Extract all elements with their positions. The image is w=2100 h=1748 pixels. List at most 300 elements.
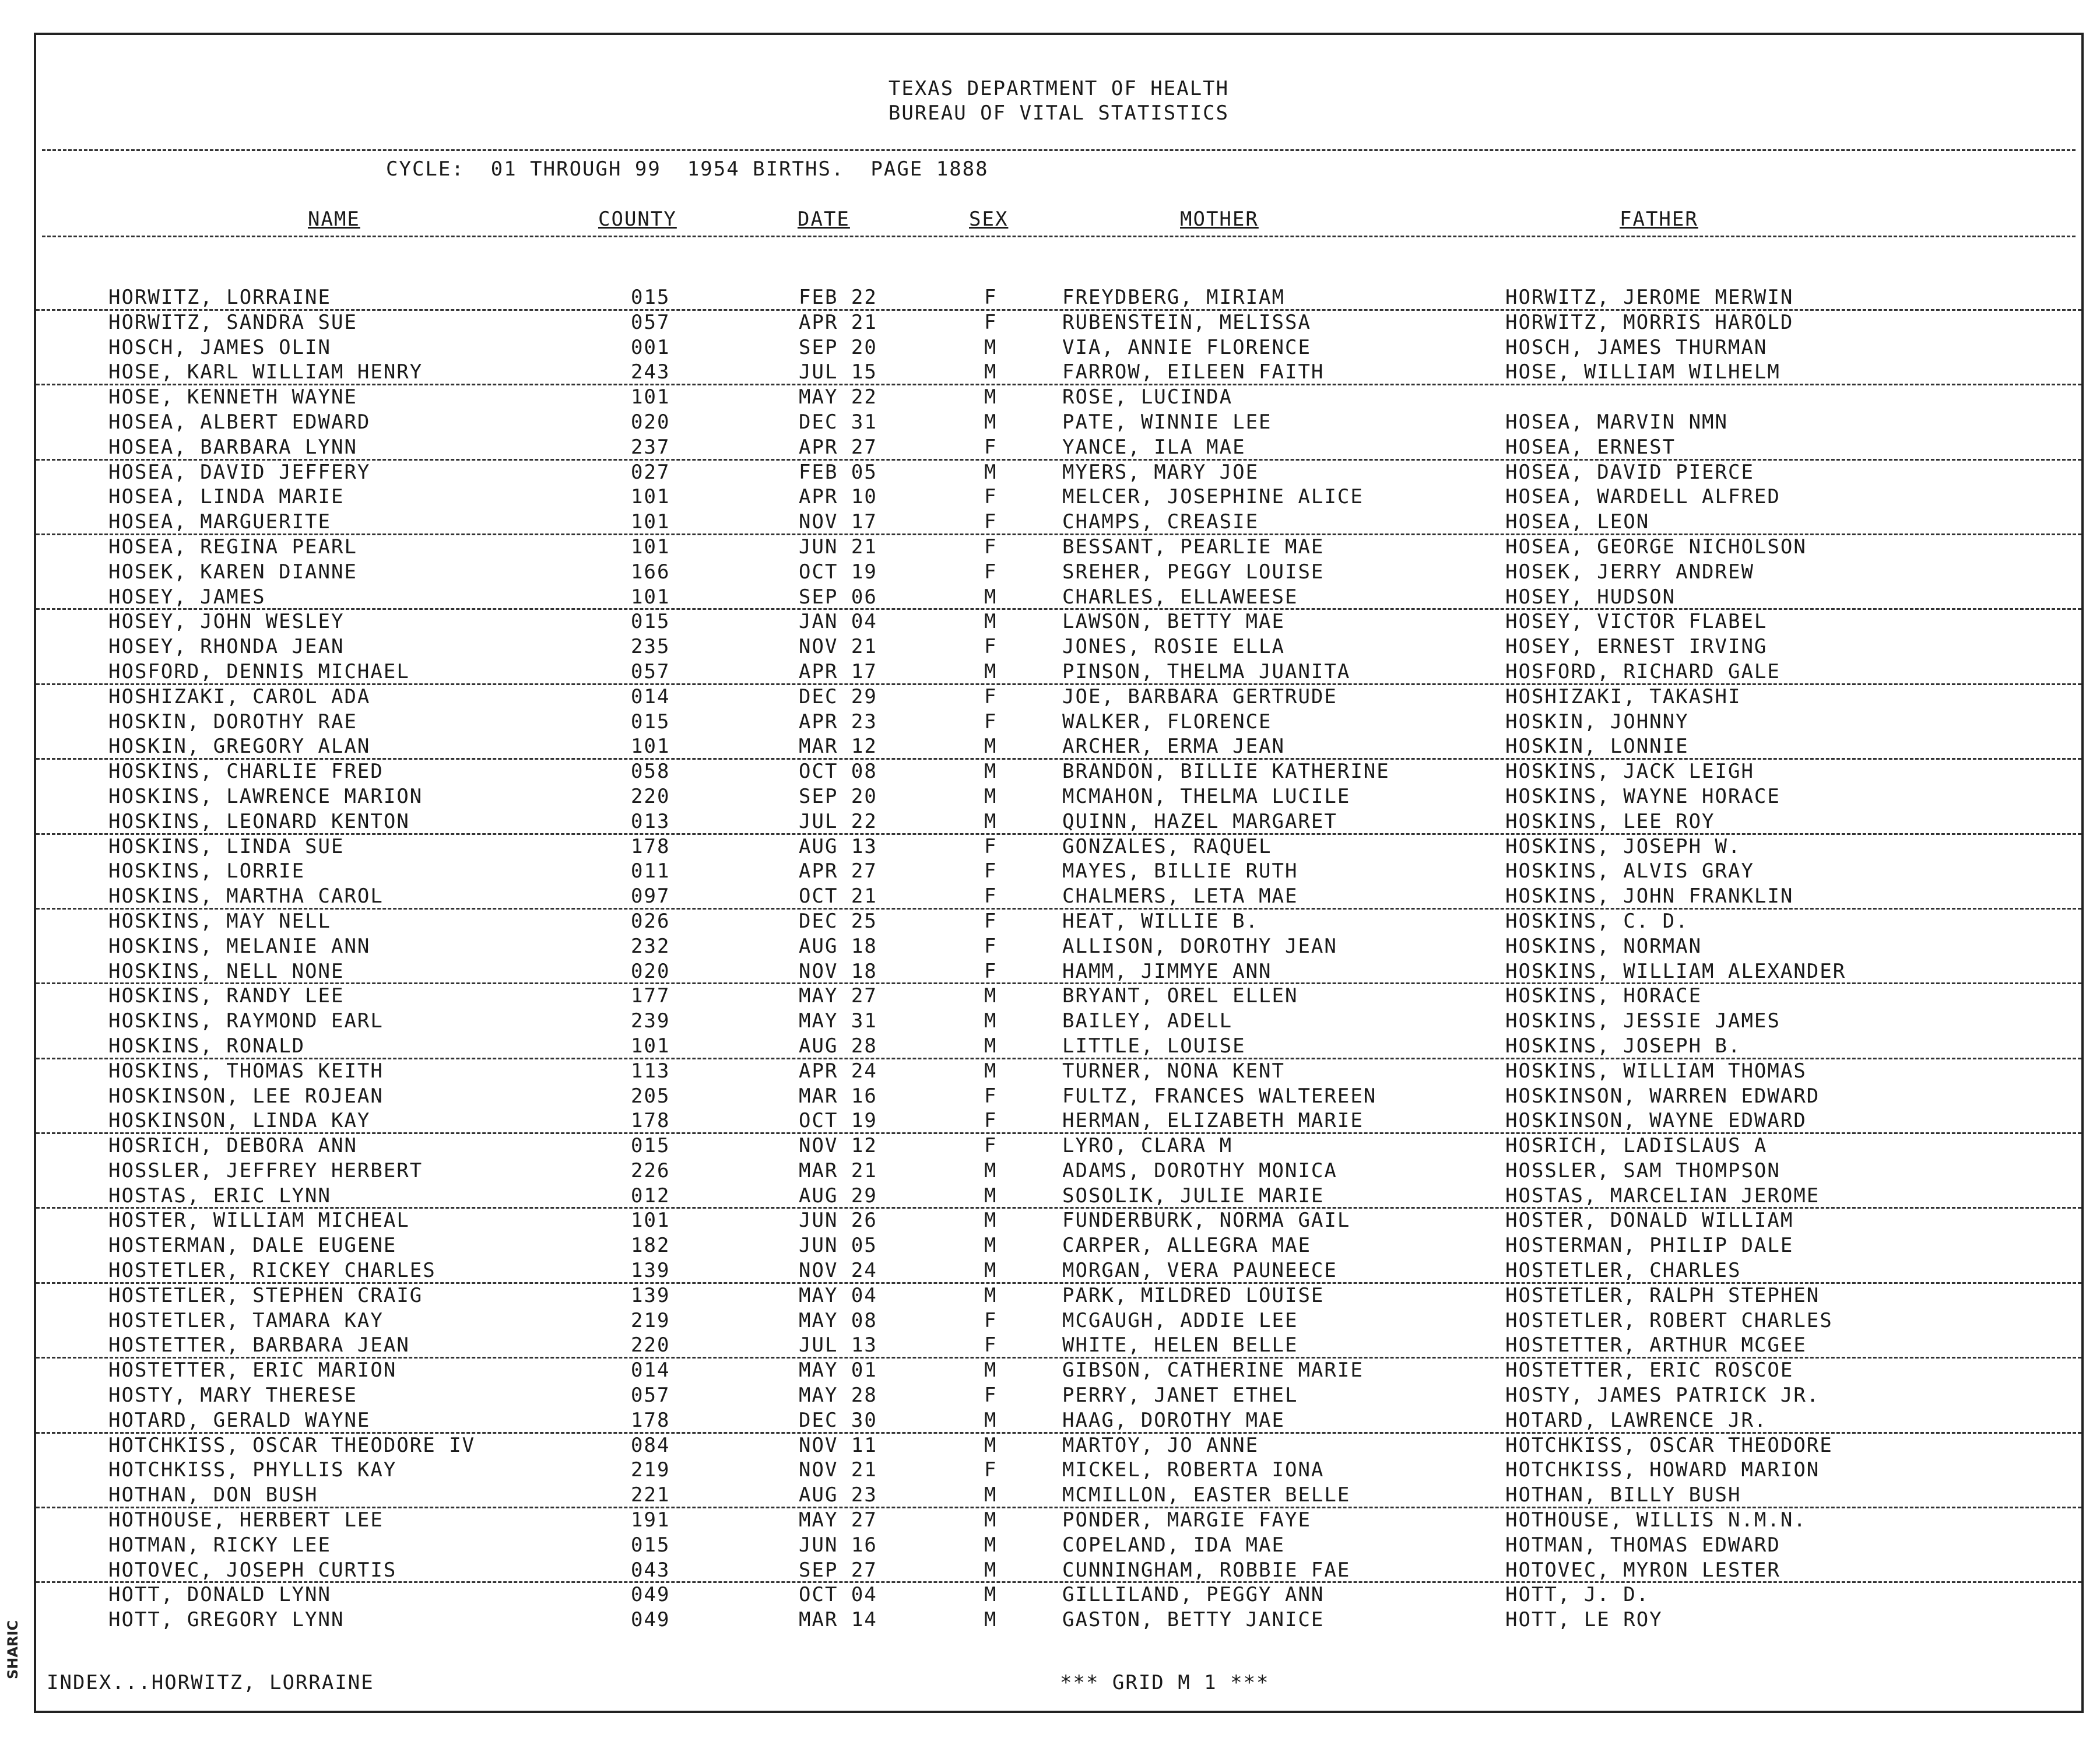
column-header-father: FATHER	[1620, 208, 1698, 231]
cell-date: APR 17	[799, 659, 877, 683]
cell-name: HOSE, KENNETH WAYNE	[108, 385, 357, 409]
cell-county: 101	[631, 735, 670, 759]
cell-county: 177	[631, 984, 670, 1008]
column-header-name: NAME	[308, 208, 360, 231]
table-row	[36, 1159, 2081, 1184]
cell-name: HOSKINS, LORRIE	[108, 859, 305, 883]
cell-name: HOSTERMAN, DALE EUGENE	[108, 1234, 397, 1258]
cell-date: MAY 04	[799, 1283, 877, 1307]
cell-mother: PERRY, JANET ETHEL	[1062, 1384, 1298, 1407]
cell-county: 232	[631, 934, 670, 958]
cell-sex: F	[984, 959, 998, 983]
cell-sex: M	[984, 760, 998, 784]
cell-county: 058	[631, 760, 670, 784]
cell-sex: F	[984, 560, 998, 584]
cell-name: HOSTETLER, STEPHEN CRAIG	[108, 1283, 423, 1307]
cell-father: HOSKINS, JOHN FRANKLIN	[1505, 884, 1794, 908]
cell-date: OCT 21	[799, 884, 877, 908]
cell-date: AUG 13	[799, 834, 877, 858]
cell-father: HORWITZ, MORRIS HAROLD	[1505, 310, 1794, 334]
table-row	[36, 1359, 2081, 1384]
cell-name: HOTCHKISS, PHYLLIS KAY	[108, 1458, 397, 1482]
cell-mother: FARROW, EILEEN FAITH	[1062, 360, 1325, 384]
cell-sex: M	[984, 1558, 998, 1582]
cell-father: HOSKINS, JOSEPH B.	[1505, 1034, 1741, 1058]
cell-sex: F	[984, 1084, 998, 1108]
document-frame	[34, 33, 2084, 1713]
cell-name: HOSEY, RHONDA JEAN	[108, 635, 345, 659]
cell-name: HOSKINS, NELL NONE	[108, 959, 345, 983]
cell-father: HOTCHKISS, OSCAR THEODORE	[1505, 1433, 1833, 1457]
cell-county: 139	[631, 1259, 670, 1283]
cell-date: FEB 22	[799, 286, 877, 309]
cell-date: JUN 21	[799, 535, 877, 559]
table-row	[36, 660, 2081, 685]
cell-date: MAY 08	[799, 1308, 877, 1332]
cell-sex: F	[984, 1333, 998, 1357]
cell-name: HOSEY, JOHN WESLEY	[108, 610, 345, 634]
cell-name: HOSEA, BARBARA LYNN	[108, 435, 357, 459]
cell-name: HOSKINSON, LEE ROJEAN	[108, 1084, 384, 1108]
cell-sex: M	[984, 335, 998, 359]
cell-county: 243	[631, 360, 670, 384]
cell-name: HOSKINS, LINDA SUE	[108, 834, 345, 858]
cell-county: 049	[631, 1583, 670, 1607]
cell-county: 057	[631, 310, 670, 334]
cell-date: JUL 22	[799, 809, 877, 833]
cell-father: HOSEK, JERRY ANDREW	[1505, 560, 1754, 584]
cell-date: JAN 04	[799, 610, 877, 634]
cell-name: HOTT, GREGORY LYNN	[108, 1608, 345, 1632]
table-row	[36, 336, 2081, 361]
cell-mother: MCGAUGH, ADDIE LEE	[1062, 1308, 1298, 1332]
cell-county: 226	[631, 1159, 670, 1182]
cell-mother: CHALMERS, LETA MAE	[1062, 884, 1298, 908]
table-row	[36, 461, 2081, 486]
cell-sex: M	[984, 1009, 998, 1033]
cell-county: 101	[631, 385, 670, 409]
cell-county: 101	[631, 1209, 670, 1233]
cell-father: HOSTETLER, ROBERT CHARLES	[1505, 1308, 1833, 1332]
cell-father: HOTOVEC, MYRON LESTER	[1505, 1558, 1781, 1582]
table-row	[36, 1483, 2081, 1508]
cell-name: HOTHAN, DON BUSH	[108, 1483, 318, 1507]
cell-name: HOSEA, LINDA MARIE	[108, 485, 345, 509]
cell-county: 166	[631, 560, 670, 584]
cell-mother: JOE, BARBARA GERTRUDE	[1062, 685, 1337, 708]
cell-name: HOTOVEC, JOSEPH CURTIS	[108, 1558, 397, 1582]
cell-name: HOSHIZAKI, CAROL ADA	[108, 685, 371, 708]
cell-date: APR 27	[799, 435, 877, 459]
cell-mother: FREYDBERG, MIRIAM	[1062, 286, 1285, 309]
cell-father: HOSEA, ERNEST	[1505, 435, 1676, 459]
cell-county: 015	[631, 286, 670, 309]
table-row	[36, 1333, 2081, 1359]
cell-date: FEB 05	[799, 460, 877, 484]
table-row	[36, 1084, 2081, 1110]
cell-mother: HAMM, JIMMYE ANN	[1062, 959, 1272, 983]
table-row	[36, 984, 2081, 1009]
cell-county: 219	[631, 1308, 670, 1332]
cell-sex: M	[984, 1234, 998, 1258]
cell-county: 205	[631, 1084, 670, 1108]
cell-county: 001	[631, 335, 670, 359]
cell-name: HOSKINS, MELANIE ANN	[108, 934, 371, 958]
cell-father: HOSKIN, LONNIE	[1505, 735, 1689, 759]
cell-sex: M	[984, 610, 998, 634]
cell-date: MAY 27	[799, 984, 877, 1008]
cell-county: 015	[631, 1134, 670, 1158]
cell-date: JUL 13	[799, 1333, 877, 1357]
table-row	[36, 859, 2081, 884]
cell-date: DEC 25	[799, 909, 877, 933]
cell-sex: M	[984, 1209, 998, 1233]
cell-sex: M	[984, 809, 998, 833]
table-row	[36, 710, 2081, 735]
cell-sex: M	[984, 360, 998, 384]
cell-father: HOSEY, HUDSON	[1505, 585, 1676, 609]
cell-name: HOSKINS, LEONARD KENTON	[108, 809, 410, 833]
cell-county: 220	[631, 1333, 670, 1357]
cell-father: HOSEY, VICTOR FLABEL	[1505, 610, 1768, 634]
cell-father: HOSHIZAKI, TAKASHI	[1505, 685, 1741, 708]
cell-sex: F	[984, 485, 998, 509]
cell-county: 101	[631, 510, 670, 534]
cell-sex: M	[984, 1508, 998, 1532]
cell-mother: ROSE, LUCINDA	[1062, 385, 1233, 409]
header-bureau: BUREAU OF VITAL STATISTICS	[888, 101, 1230, 125]
cell-father: HOSKINS, JOSEPH W.	[1505, 834, 1741, 858]
cell-father: HOSTERMAN, PHILIP DALE	[1505, 1234, 1794, 1258]
cell-date: MAY 28	[799, 1384, 877, 1407]
table-row	[36, 785, 2081, 810]
cell-name: HOSTER, WILLIAM MICHEAL	[108, 1209, 410, 1233]
cell-county: 015	[631, 710, 670, 733]
cell-father: HOTMAN, THOMAS EDWARD	[1505, 1533, 1781, 1557]
cell-mother: MAYES, BILLIE RUTH	[1062, 859, 1298, 883]
cell-father: HOSTAS, MARCELIAN JEROME	[1505, 1184, 1820, 1208]
cell-county: 178	[631, 1109, 670, 1133]
table-row	[36, 935, 2081, 960]
cell-date: AUG 18	[799, 934, 877, 958]
table-row	[36, 1184, 2081, 1209]
table-row	[36, 286, 2081, 311]
cell-mother: CHAMPS, CREASIE	[1062, 510, 1259, 534]
cell-date: SEP 06	[799, 585, 877, 609]
cell-mother: FUNDERBURK, NORMA GAIL	[1062, 1209, 1351, 1233]
cell-date: NOV 17	[799, 510, 877, 534]
cell-county: 012	[631, 1184, 670, 1208]
cell-county: 101	[631, 485, 670, 509]
table-row	[36, 1234, 2081, 1259]
cell-name: HOSTETTER, ERIC MARION	[108, 1359, 397, 1382]
cell-father: HOTT, LE ROY	[1505, 1608, 1663, 1632]
cell-name: HOSEA, ALBERT EDWARD	[108, 410, 371, 434]
cell-date: JUN 05	[799, 1234, 877, 1258]
cell-father: HOSTETLER, CHARLES	[1505, 1259, 1741, 1283]
cell-father: HOSKINS, WILLIAM ALEXANDER	[1505, 959, 1846, 983]
cell-name: HOSTETLER, TAMARA KAY	[108, 1308, 384, 1332]
cell-name: HOSEA, MARGUERITE	[108, 510, 331, 534]
cell-sex: F	[984, 1134, 998, 1158]
cell-sex: F	[984, 1308, 998, 1332]
side-label: SHARIC	[5, 1620, 21, 1679]
cell-father: HOSTETTER, ARTHUR MCGEE	[1505, 1333, 1807, 1357]
cell-mother: WALKER, FLORENCE	[1062, 710, 1272, 733]
cell-father: HOSKINS, JESSIE JAMES	[1505, 1009, 1781, 1033]
cell-mother: MYERS, MARY JOE	[1062, 460, 1259, 484]
cell-county: 013	[631, 809, 670, 833]
cell-mother: HERMAN, ELIZABETH MARIE	[1062, 1109, 1364, 1133]
cell-father: HOTT, J. D.	[1505, 1583, 1650, 1607]
cell-name: HOTT, DONALD LYNN	[108, 1583, 331, 1607]
cell-county: 020	[631, 959, 670, 983]
cell-mother: MCMAHON, THELMA LUCILE	[1062, 784, 1351, 808]
cell-county: 101	[631, 585, 670, 609]
cell-mother: ARCHER, ERMA JEAN	[1062, 735, 1285, 759]
cell-sex: M	[984, 385, 998, 409]
cell-county: 237	[631, 435, 670, 459]
table-row	[36, 1059, 2081, 1084]
cell-sex: F	[984, 710, 998, 733]
cell-name: HOTHOUSE, HERBERT LEE	[108, 1508, 384, 1532]
table-row	[36, 610, 2081, 635]
cell-name: HOSKIN, GREGORY ALAN	[108, 735, 371, 759]
table-row	[36, 1134, 2081, 1159]
cell-county: 178	[631, 1408, 670, 1432]
cell-mother: LITTLE, LOUISE	[1062, 1034, 1246, 1058]
cell-sex: M	[984, 1533, 998, 1557]
cell-county: 057	[631, 659, 670, 683]
cell-father: HOSKINS, LEE ROY	[1505, 809, 1715, 833]
cell-county: 182	[631, 1234, 670, 1258]
column-header-county: COUNTY	[598, 208, 677, 231]
cell-father: HOSKIN, JOHNNY	[1505, 710, 1689, 733]
cell-father: HOSKINSON, WAYNE EDWARD	[1505, 1109, 1807, 1133]
cell-date: NOV 21	[799, 1458, 877, 1482]
cell-date: NOV 12	[799, 1134, 877, 1158]
cell-mother: GIBSON, CATHERINE MARIE	[1062, 1359, 1364, 1382]
cell-mother: MELCER, JOSEPHINE ALICE	[1062, 485, 1364, 509]
cell-date: APR 10	[799, 485, 877, 509]
cell-county: 049	[631, 1608, 670, 1632]
cell-name: HOSKINS, THOMAS KEITH	[108, 1059, 384, 1083]
cell-name: HOSKIN, DOROTHY RAE	[108, 710, 357, 733]
cell-father: HOSTETTER, ERIC ROSCOE	[1505, 1359, 1794, 1382]
table-row	[36, 385, 2081, 410]
cell-sex: F	[984, 1109, 998, 1133]
cell-name: HOSTY, MARY THERESE	[108, 1384, 357, 1407]
cell-name: HOSE, KARL WILLIAM HENRY	[108, 360, 423, 384]
cell-mother: CUNNINGHAM, ROBBIE FAE	[1062, 1558, 1351, 1582]
cell-sex: M	[984, 585, 998, 609]
cell-mother: MORGAN, VERA PAUNEECE	[1062, 1259, 1337, 1283]
cell-mother: CHARLES, ELLAWEESE	[1062, 585, 1298, 609]
cell-county: 014	[631, 685, 670, 708]
cell-name: HORWITZ, LORRAINE	[108, 286, 331, 309]
table-row	[36, 1309, 2081, 1334]
footer-grid: *** GRID M 1 ***	[1060, 1671, 1270, 1694]
cell-mother: PATE, WINNIE LEE	[1062, 410, 1272, 434]
cell-mother: MARTOY, JO ANNE	[1062, 1433, 1259, 1457]
cell-mother: GASTON, BETTY JANICE	[1062, 1608, 1325, 1632]
cell-date: APR 21	[799, 310, 877, 334]
cell-date: NOV 18	[799, 959, 877, 983]
cell-county: 101	[631, 1034, 670, 1058]
table-row	[36, 560, 2081, 585]
cell-date: MAY 22	[799, 385, 877, 409]
records-list	[36, 286, 2081, 1633]
cell-mother: HAAG, DOROTHY MAE	[1062, 1408, 1285, 1432]
cell-father: HORWITZ, JEROME MERWIN	[1505, 286, 1794, 309]
cell-father: HOTHOUSE, WILLIS N.M.N.	[1505, 1508, 1807, 1532]
cell-sex: M	[984, 1408, 998, 1432]
cell-mother: GILLILAND, PEGGY ANN	[1062, 1583, 1325, 1607]
cell-father: HOSKINS, WILLIAM THOMAS	[1505, 1059, 1807, 1083]
cell-county: 026	[631, 909, 670, 933]
cell-sex: M	[984, 1483, 998, 1507]
cell-mother: GONZALES, RAQUEL	[1062, 834, 1272, 858]
cell-sex: M	[984, 1059, 998, 1083]
table-row	[36, 685, 2081, 710]
table-row	[36, 1559, 2081, 1584]
cell-mother: BRYANT, OREL ELLEN	[1062, 984, 1298, 1008]
cell-sex: M	[984, 1259, 998, 1283]
cell-father: HOTCHKISS, HOWARD MARION	[1505, 1458, 1820, 1482]
cell-mother: QUINN, HAZEL MARGARET	[1062, 809, 1337, 833]
cell-mother: ALLISON, DOROTHY JEAN	[1062, 934, 1337, 958]
cell-name: HOSKINS, RAYMOND EARL	[108, 1009, 384, 1033]
table-row	[36, 1458, 2081, 1483]
cell-date: AUG 29	[799, 1184, 877, 1208]
cell-father: HOSCH, JAMES THURMAN	[1505, 335, 1768, 359]
cell-sex: M	[984, 1359, 998, 1382]
table-row	[36, 410, 2081, 436]
cell-name: HOSEA, DAVID JEFFERY	[108, 460, 371, 484]
cell-county: 221	[631, 1483, 670, 1507]
cell-county: 084	[631, 1433, 670, 1457]
table-row	[36, 960, 2081, 985]
column-header-rule	[42, 236, 2076, 237]
table-row	[36, 1384, 2081, 1409]
cell-county: 220	[631, 784, 670, 808]
table-row	[36, 1608, 2081, 1633]
cell-father: HOSEA, DAVID PIERCE	[1505, 460, 1754, 484]
cell-sex: M	[984, 410, 998, 434]
table-row	[36, 1533, 2081, 1559]
cell-mother: MCMILLON, EASTER BELLE	[1062, 1483, 1351, 1507]
footer-index: INDEX...HORWITZ, LORRAINE	[47, 1671, 374, 1694]
table-row	[36, 585, 2081, 610]
cell-father: HOSKINS, C. D.	[1505, 909, 1689, 933]
cell-sex: M	[984, 1433, 998, 1457]
cell-mother: LYRO, CLARA M	[1062, 1134, 1233, 1158]
cell-name: HOSKINS, MAY NELL	[108, 909, 331, 933]
cell-date: NOV 21	[799, 635, 877, 659]
cell-sex: F	[984, 535, 998, 559]
cell-name: HOSEA, REGINA PEARL	[108, 535, 357, 559]
cell-name: HOSEK, KAREN DIANNE	[108, 560, 357, 584]
cell-name: HOSTETTER, BARBARA JEAN	[108, 1333, 410, 1357]
table-row	[36, 635, 2081, 660]
cell-county: 219	[631, 1458, 670, 1482]
cell-date: AUG 28	[799, 1034, 877, 1058]
cell-date: JUL 15	[799, 360, 877, 384]
cell-mother: BESSANT, PEARLIE MAE	[1062, 535, 1325, 559]
table-row	[36, 360, 2081, 385]
cell-date: NOV 11	[799, 1433, 877, 1457]
cell-mother: SOSOLIK, JULIE MARIE	[1062, 1184, 1325, 1208]
header-department: TEXAS DEPARTMENT OF HEALTH	[888, 77, 1230, 100]
cell-father: HOSFORD, RICHARD GALE	[1505, 659, 1781, 683]
cell-father: HOSTETLER, RALPH STEPHEN	[1505, 1283, 1820, 1307]
cell-county: 043	[631, 1558, 670, 1582]
cell-county: 027	[631, 460, 670, 484]
table-row	[36, 735, 2081, 760]
cell-date: OCT 19	[799, 1109, 877, 1133]
cell-sex: F	[984, 934, 998, 958]
cell-date: DEC 30	[799, 1408, 877, 1432]
cell-sex: F	[984, 884, 998, 908]
cell-father: HOTARD, LAWRENCE JR.	[1505, 1408, 1768, 1432]
cell-mother: MICKEL, ROBERTA IONA	[1062, 1458, 1325, 1482]
cell-date: SEP 20	[799, 335, 877, 359]
cell-date: MAY 01	[799, 1359, 877, 1382]
cell-father: HOSKINS, WAYNE HORACE	[1505, 784, 1781, 808]
cell-county: 101	[631, 535, 670, 559]
cell-name: HORWITZ, SANDRA SUE	[108, 310, 357, 334]
cell-name: HOSTAS, ERIC LYNN	[108, 1184, 331, 1208]
table-row	[36, 1409, 2081, 1434]
cell-sex: F	[984, 635, 998, 659]
cell-father: HOSEA, MARVIN NMN	[1505, 410, 1728, 434]
cell-county: 239	[631, 1009, 670, 1033]
cell-father: HOSKINS, NORMAN	[1505, 934, 1702, 958]
cell-father: HOSTY, JAMES PATRICK JR.	[1505, 1384, 1820, 1407]
cell-name: HOSKINS, RANDY LEE	[108, 984, 345, 1008]
cell-sex: M	[984, 784, 998, 808]
cell-mother: VIA, ANNIE FLORENCE	[1062, 335, 1311, 359]
cell-mother: BRANDON, BILLIE KATHERINE	[1062, 760, 1390, 784]
table-row	[36, 1583, 2081, 1608]
table-row	[36, 510, 2081, 535]
cell-name: HOSCH, JAMES OLIN	[108, 335, 331, 359]
table-row	[36, 1009, 2081, 1034]
cell-county: 020	[631, 410, 670, 434]
cell-father: HOSEA, LEON	[1505, 510, 1650, 534]
cell-father: HOSE, WILLIAM WILHELM	[1505, 360, 1781, 384]
cell-name: HOSKINSON, LINDA KAY	[108, 1109, 371, 1133]
cell-sex: F	[984, 685, 998, 708]
cell-county: 015	[631, 1533, 670, 1557]
cell-date: JUN 16	[799, 1533, 877, 1557]
cell-name: HOSKINS, RONALD	[108, 1034, 305, 1058]
table-row	[36, 535, 2081, 560]
cell-mother: JONES, ROSIE ELLA	[1062, 635, 1285, 659]
cell-date: JUN 26	[799, 1209, 877, 1233]
cell-mother: BAILEY, ADELL	[1062, 1009, 1233, 1033]
cell-county: 113	[631, 1059, 670, 1083]
cell-father: HOSSLER, SAM THOMPSON	[1505, 1159, 1781, 1182]
cell-father: HOSEA, WARDELL ALFRED	[1505, 485, 1781, 509]
cell-date: MAY 27	[799, 1508, 877, 1532]
table-row	[36, 1434, 2081, 1459]
cell-date: DEC 29	[799, 685, 877, 708]
cell-name: HOSEY, JAMES	[108, 585, 266, 609]
cell-mother: FULTZ, FRANCES WALTEREEN	[1062, 1084, 1377, 1108]
cell-date: APR 24	[799, 1059, 877, 1083]
cell-county: 139	[631, 1283, 670, 1307]
